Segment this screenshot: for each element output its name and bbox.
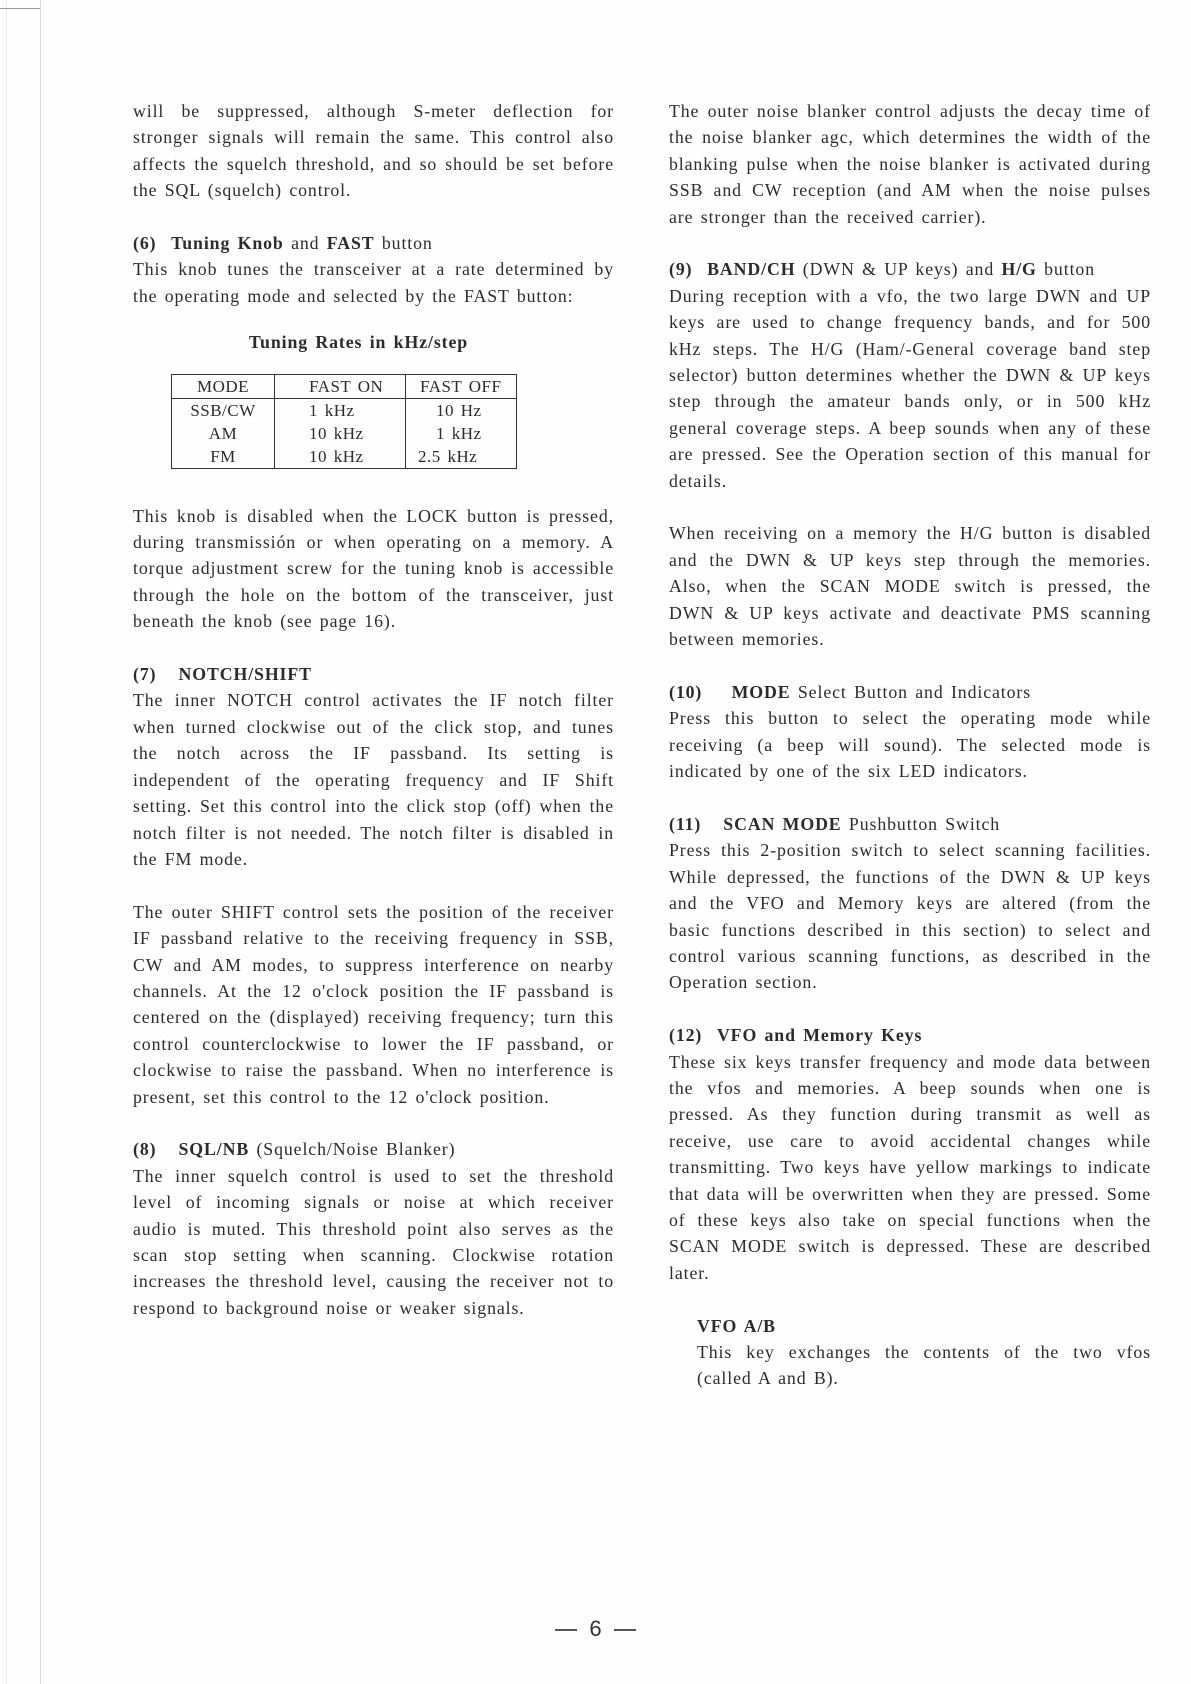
section-title-join: (DWN & UP keys) and [795,259,1002,280]
section-12-body: These six keys transfer frequency and mode data between the vfos and memories. A beep sounds when one is pressed. As they function during transmit as well as receive, use care to avoid accidental changes while transmitting. Two keys have yellow markings to indicate that data will be overwritten when they are pressed. Some of these keys also take on special functions when the SCAN MODE switch is depressed. These are described later. [669,1051,1151,1283]
intro-paragraph: will be suppressed, although S-meter deflection for stronger signals will remain the same. This control also affects the squelch threshold, and so should be set before the SQL (squelch) control. [133,101,614,201]
table-cell: 10 Hz [406,398,517,422]
section-10-body: Press this button to select the operating mode while receiving (a beep will sound). The selected mode is indicated by one of the six LED indicators. [669,708,1151,782]
vfo-ab-subsection [697,1313,1151,1392]
section-title-join: and [283,233,327,254]
tuning-rates-table [171,374,517,469]
left-column [133,98,614,1321]
section-9-body: During reception with a vfo, the two large DWN and UP keys are used to change frequency bands, and for 500 kHz steps. The H/G (Ham/-General coverage band step selector) button determines whether the DWN & UP keys step through the amateur bands only, or in 500 kHz general coverage steps. A beep sounds when any of these are pressed. See the Operation section of this manual for details. [669,285,1151,491]
section-heading-12 [669,1022,1151,1048]
dash-left [555,1629,577,1631]
section-subtitle: Pushbutton Switch [841,813,1001,834]
page-binding-edge [0,0,41,1684]
table-header-row [172,374,517,398]
section-title-fast: FAST [326,233,375,254]
section-title-suffix: button [1036,259,1095,280]
section-title: VFO and Memory Keys [716,1025,923,1046]
table-cell: 2.5 kHz [406,445,517,469]
table-cell: AM [172,422,275,445]
table-row [172,445,517,469]
table-row [172,422,517,445]
section-heading-9 [669,256,1151,282]
table-header: MODE [172,374,275,398]
vfo-ab-heading: VFO A/B [697,1315,776,1336]
section-subtitle: (Squelch/Noise Blanker) [249,1139,456,1160]
table-header: FAST OFF [406,374,517,398]
table-cell: 1 kHz [406,422,517,445]
section-number: (11) [669,813,702,834]
section-number: (8) [133,1139,157,1160]
section-subtitle: Select Button and Indicators [790,681,1032,702]
table-row [172,398,517,422]
section-title: Tuning Knob [171,233,284,254]
dash-right [614,1629,636,1631]
section-title-suffix: button [374,233,433,254]
table-header: FAST ON [275,374,406,398]
section-7-body-2: The outer SHIFT control sets the position of the receiver IF passband relative to the receiving frequency in SSB, CW and AM modes, to suppress interference on nearby channels. At the 12 o'clock position the IF passband is centered on the (displayed) receiving frequency; turn this control counterclockwise to lower the IF passband, or clockwise to raise the passband. When no interference is present, set this control to the 12 o'clock position. [133,901,614,1107]
section-heading-8 [133,1136,614,1162]
section-title: MODE [731,681,791,702]
noise-blanker-paragraph: The outer noise blanker control adjusts the decay time of the noise blanker agc, which determines the width of the blanking pulse when the noise blanker is activated during SSB and CW reception (and AM when the noise pulses are stronger than the received carrier). [669,101,1151,227]
section-number: (10) [669,681,703,702]
table-cell: SSB/CW [172,398,275,422]
table-cell: FM [172,445,275,469]
right-column [669,98,1151,1392]
section-number: (6) [133,233,157,254]
section-8-body: The inner squelch control is used to set the threshold level of incoming signals or noise at which receiver audio is muted. This threshold point also serves as the scan stop setting when scanning. Clockwise rotation increases the threshold level, causing the receiver not to respond to background noise or weaker signals. [133,1165,614,1318]
section-heading-6 [133,230,614,256]
page-number [0,1616,1191,1642]
section-11-body: Press this 2-position switch to select scanning facilities. While depressed, the functions of the DWN & UP keys and the VFO and Memory keys are altered (from the basic functions described in this section) to select and control various scanning functions, as described in the Operation section. [669,840,1151,993]
table-cell: 1 kHz [275,398,406,422]
section-heading-11 [669,811,1151,837]
section-number: (12) [669,1025,703,1046]
page-number-value: 6 [589,1616,602,1641]
section-heading-10 [669,679,1151,705]
table-cell: 10 kHz [275,422,406,445]
section-title: SCAN MODE [723,813,842,834]
section-number: (9) [669,259,693,280]
vfo-ab-body: This key exchanges the contents of the two vfos (called A and B). [697,1342,1151,1389]
page-corner-mark [0,0,40,9]
section-title: NOTCH/SHIFT [178,664,312,685]
section-7-body: The inner NOTCH control activates the IF notch filter when turned clockwise out of the click stop, and tunes the notch across the IF passband. Its setting is independent of the operating frequency and IF Shift setting. Set this control into the click stop (off) when the notch filter is not needed. The notch filter is disabled in the FM mode. [133,690,614,869]
section-9-body-2: When receiving on a memory the H/G button is disabled and the DWN & UP keys step through the memories. Also, when the SCAN MODE switch is pressed, the DWN & UP keys activate and deactivate PMS scanning between memories. [669,523,1151,650]
tuning-rates-title: Tuning Rates in kHz/step [248,332,469,353]
section-6-body: This knob tunes the transceiver at a rate determined by the operating mode and selected by the FAST button: [133,259,614,306]
section-number: (7) [133,664,157,685]
section-title: BAND/CH [707,259,796,280]
section-title-hg: H/G [1001,259,1037,280]
section-6-body-2: This knob is disabled when the LOCK button is pressed, during transmissión or when operating on a memory. A torque adjustment screw for the tuning knob is accessible through the hole on the bottom of the transceiver, just beneath the knob (see page 16). [133,505,614,632]
section-heading-7 [133,661,614,687]
section-title: SQL/NB [178,1139,250,1160]
table-cell: 10 kHz [275,445,406,469]
